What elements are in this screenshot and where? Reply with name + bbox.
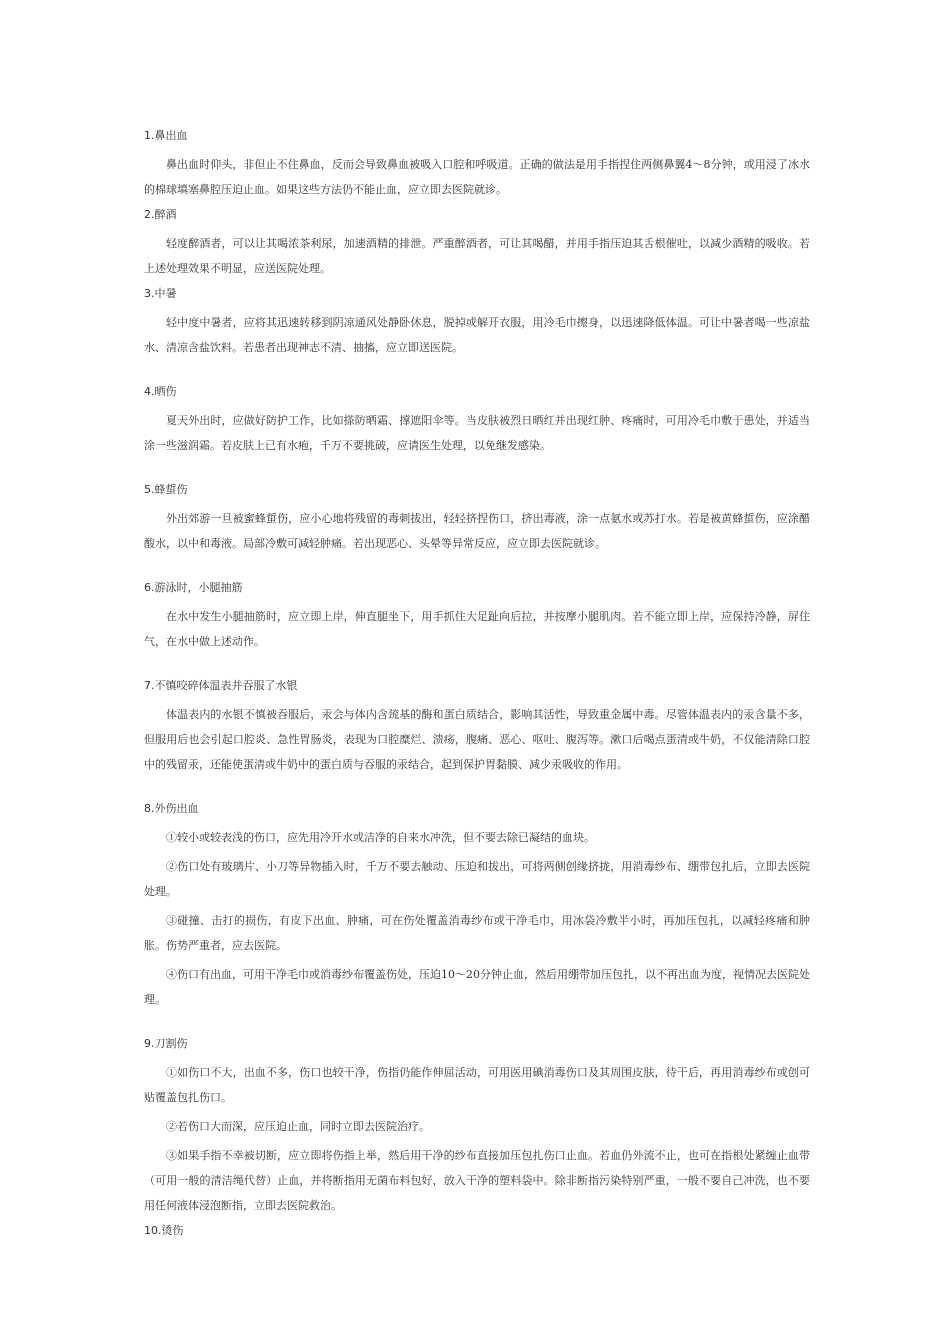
section-knife-cut — [144, 1035, 810, 1218]
section-title: 5.蜂蜇伤 — [144, 483, 188, 496]
paragraph: 外出郊游一旦被蜜蜂蜇伤，应小心地将残留的毒刺拔出，轻轻挤捏伤口，挤出毒液，涂一点氨水或苏打水。若是被黄蜂蜇伤，应涂醋酸水，以中和毒液。局部冷敷可减轻肿痛。若出现恶心、头晕等异常反应，应立即去医院就诊。 — [144, 512, 810, 550]
paragraph: ②伤口处有玻璃片、小刀等异物插入时，千万不要去触动、压迫和拔出，可将两侧创缘挤拢，用消毒纱布、绷带包扎后，立即去医院处理。 — [144, 860, 810, 898]
section-title: 2.醉酒 — [144, 208, 177, 221]
paragraph: 在水中发生小腿抽筋时，应立即上岸，伸直腿坐下，用手抓住大足趾向后拉，并按摩小腿肌肉。若不能立即上岸，应保持冷静，屏住气，在水中做上述动作。 — [144, 610, 810, 648]
spacer — [144, 658, 810, 677]
section-title: 6.游泳时，小腿抽筋 — [144, 581, 243, 594]
spacer — [144, 1016, 810, 1035]
spacer — [144, 781, 810, 800]
spacer — [144, 560, 810, 579]
section-sunburn — [144, 383, 810, 458]
paragraph: 鼻出血时仰头，非但止不住鼻血，反而会导致鼻血被吸入口腔和呼吸道。正确的做法是用手指捏住两侧鼻翼4～8分钟，或用浸了冰水的棉球填塞鼻腔压迫止血。如果这些方法仍不能止血，应立即去医院就诊。 — [144, 158, 810, 196]
section-title: 9.刀割伤 — [144, 1037, 188, 1050]
section-mercury — [144, 677, 810, 777]
section-bee-sting — [144, 481, 810, 556]
section-scald — [144, 1222, 810, 1239]
section-title: 1.鼻出血 — [144, 129, 188, 142]
section-title: 4.晒伤 — [144, 385, 177, 398]
spacer — [144, 364, 810, 383]
section-title: 7.不慎咬碎体温表并吞服了水银 — [144, 679, 298, 692]
paragraph: ①如伤口不大，出血不多，伤口也较干净，伤指仍能作伸屈活动，可用医用碘消毒伤口及其周围皮肤，待干后，再用消毒纱布或创可贴覆盖包扎伤口。 — [144, 1066, 810, 1104]
section-trauma-bleeding — [144, 800, 810, 1012]
paragraph: ③碰撞、击打的损伤，有皮下出血、肿痛，可在伤处覆盖消毒纱布或干净毛巾，用冰袋冷敷半小时，再加压包扎，以减轻疼痛和肿胀。伤势严重者，应去医院。 — [144, 914, 810, 952]
paragraph: ④伤口有出血，可用干净毛巾或消毒纱布覆盖伤处，压迫10～20分钟止血，然后用绷带加压包扎，以不再出血为度，视情况去医院处理。 — [144, 968, 810, 1006]
spacer — [144, 462, 810, 481]
paragraph: ②若伤口大而深，应压迫止血，同时立即去医院治疗。 — [166, 1120, 430, 1133]
document-content — [144, 127, 810, 1247]
paragraph: 轻度醉酒者，可以让其喝浓茶利尿，加速酒精的排泄。严重醉酒者，可让其喝醋，并用手指压迫其舌根催吐，以减少酒精的吸收。若上述处理效果不明显，应送医院处理。 — [144, 237, 810, 275]
section-heatstroke — [144, 285, 810, 360]
section-title: 10.烫伤 — [144, 1224, 184, 1237]
paragraph: 体温表内的水银不慎被吞服后，汞会与体内含巯基的酶和蛋白质结合，影响其活性，导致重金属中毒。尽管体温表内的汞含量不多，但服用后也会引起口腔炎、急性胃肠炎，表现为口腔糜烂、溃疡，腹痛、恶心、呕吐、腹泻等。漱口后喝点蛋清或牛奶，不仅能清除口腔中的残留汞，还能使蛋清或牛奶中的蛋白质与吞服的汞结合，起到保护胃黏膜、减少汞吸收的作用。 — [144, 708, 810, 771]
section-title: 8.外伤出血 — [144, 802, 199, 815]
paragraph: ③如果手指不幸被切断，应立即将伤指上举，然后用干净的纱布直接加压包扎伤口止血。若血仍外流不止，也可在指根处紧缠止血带（可用一般的清洁绳代替）止血，并将断指用无菌布料包好，放入干净的塑料袋中。除非断指污染特别严重，一般不要自己冲洗，也不要用任何液体浸泡断指，立即去医院救治。 — [144, 1149, 810, 1212]
section-nosebleed — [144, 127, 810, 202]
section-drunkenness — [144, 206, 810, 281]
paragraph: 夏天外出时，应做好防护工作，比如搽防晒霜、撑遮阳伞等。当皮肤被烈日晒红并出现红肿、疼痛时，可用冷毛巾敷于患处，并适当涂一些滋润霜。若皮肤上已有水疱，千万不要挑破，应请医生处理，以免继发感染。 — [144, 414, 810, 452]
paragraph: 轻中度中暑者，应将其迅速转移到阴凉通风处静卧休息，脱掉或解开衣服，用冷毛巾擦身，以迅速降低体温。可让中暑者喝一些凉盐水、清凉含盐饮料。若患者出现神志不清、抽搐，应立即送医院。 — [144, 316, 810, 354]
section-leg-cramp — [144, 579, 810, 654]
paragraph: ①较小或较表浅的伤口，应先用冷开水或洁净的自来水冲洗，但不要去除已凝结的血块。 — [166, 831, 595, 844]
section-title: 3.中暑 — [144, 287, 177, 300]
